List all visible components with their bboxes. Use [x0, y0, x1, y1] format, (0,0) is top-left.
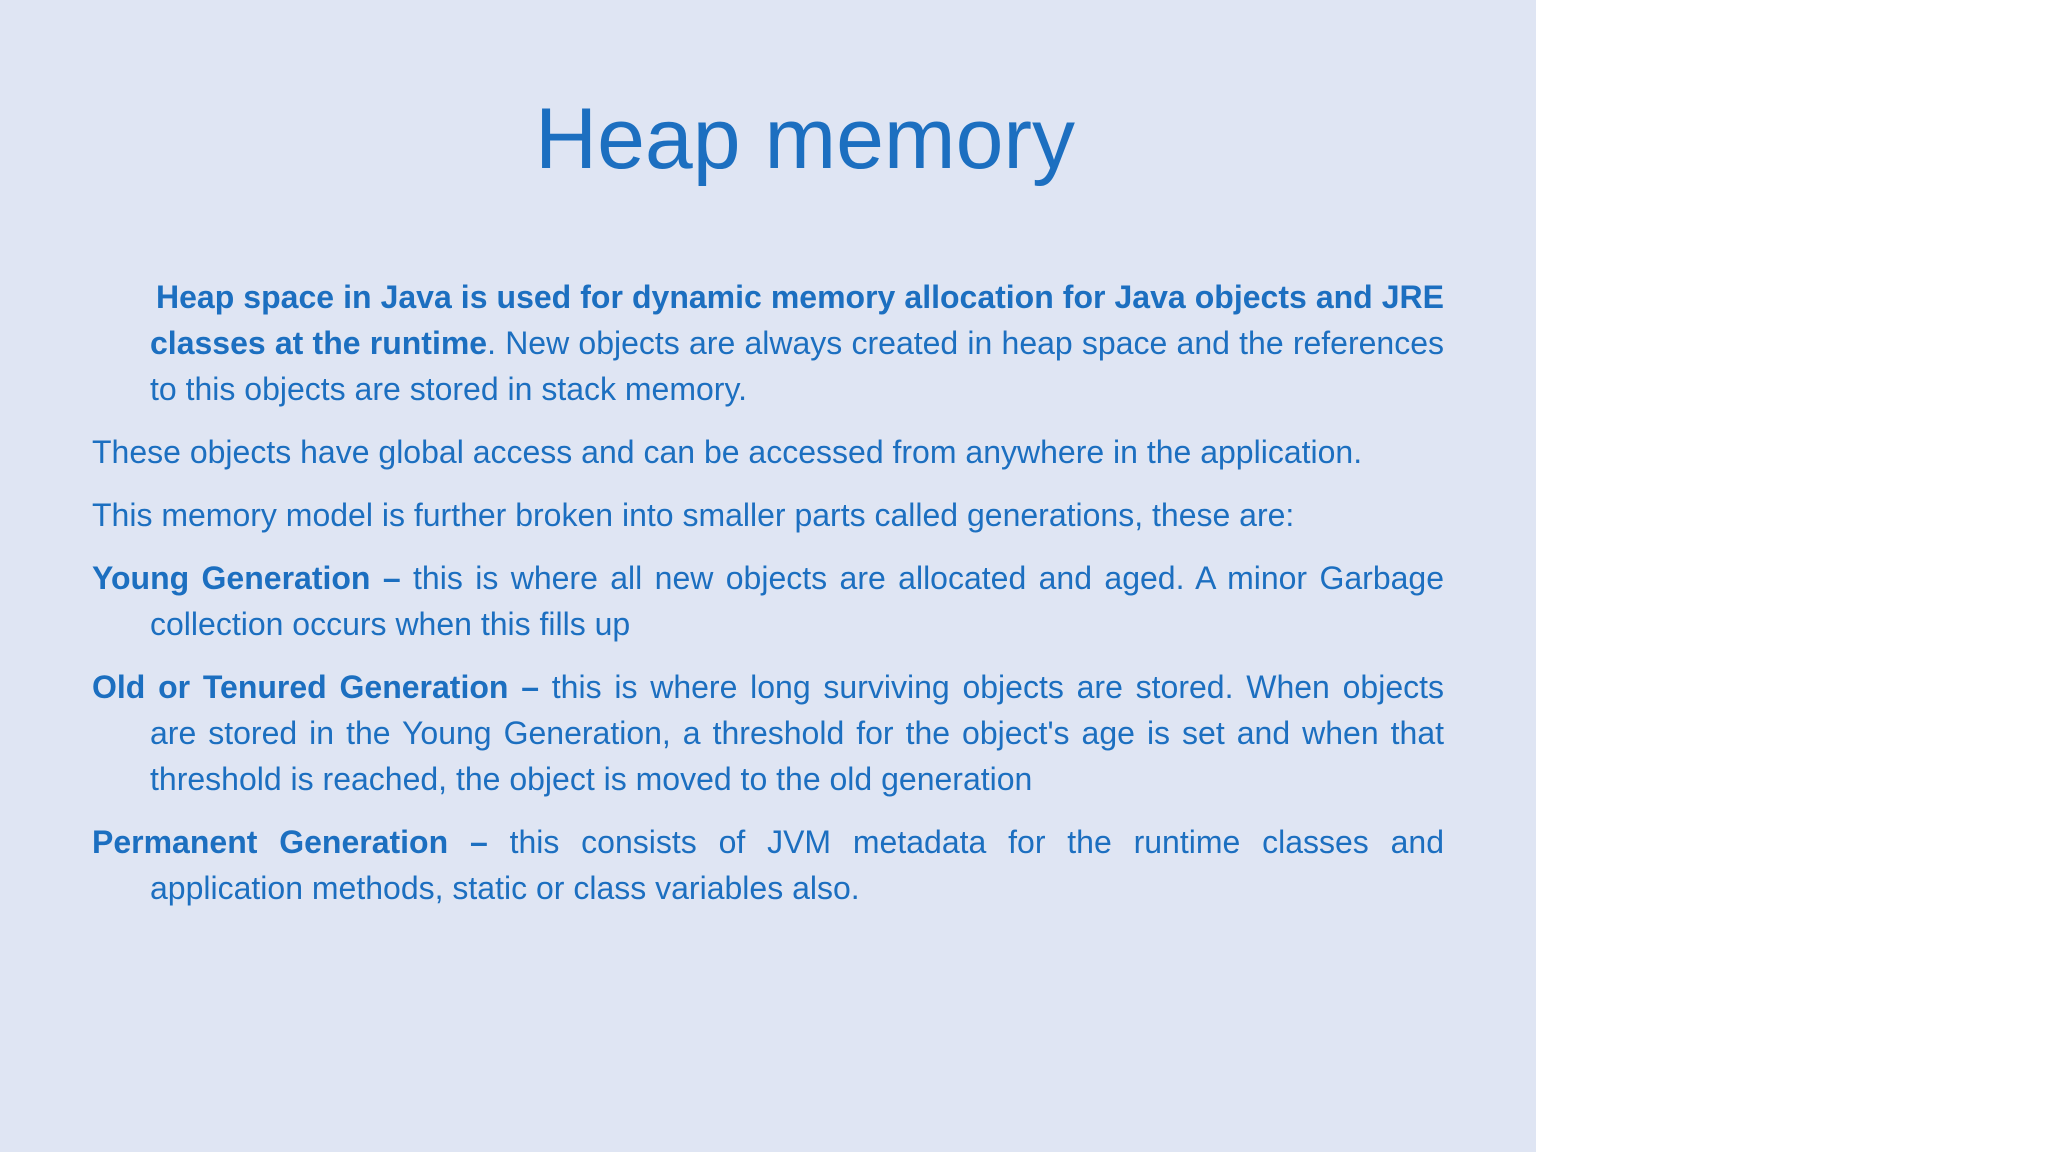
paragraph-permanent-generation: [92, 819, 1444, 911]
permanent-generation-text: this consists of JVM metadata for the runtime classes and application methods, static or class variables also.: [150, 824, 1445, 906]
paragraph-young-generation: [92, 555, 1444, 647]
old-generation-term: Old or Tenured Generation –: [92, 669, 539, 705]
old-generation-text: this is where long surviving objects are stored. When objects are stored in the Young Generation, a threshold for the object's age is set and when that threshold is reached, the object is moved to the old generation: [150, 669, 1445, 797]
blank-area: [1536, 0, 2048, 1152]
paragraph-heap-space-bold: Heap space in Java is used for dynamic memory allocation for Java objects and JRE classes at the runtime: [150, 279, 1444, 361]
paragraph-generations-intro-text: This memory model is further broken into smaller parts called generations, these are:: [92, 497, 1295, 533]
paragraph-global-access: [92, 429, 1444, 475]
young-generation-term: Young Generation –: [92, 560, 401, 596]
paragraph-global-access-text: These objects have global access and can be accessed from anywhere in the application.: [92, 434, 1363, 470]
paragraph-heap-space-text: . New objects are always created in heap space and the references to this objects are stored in stack memory.: [150, 325, 1445, 407]
permanent-generation-term: Permanent Generation –: [92, 824, 488, 860]
slide-body: [92, 274, 1444, 928]
paragraph-old-generation: [92, 664, 1444, 802]
paragraph-heap-space: [92, 274, 1444, 412]
young-generation-text: this is where all new objects are allocated and aged. A minor Garbage collection occurs when this fills up: [150, 560, 1445, 642]
slide-title: Heap memory: [534, 91, 1076, 187]
paragraph-generations-intro: [92, 492, 1444, 538]
